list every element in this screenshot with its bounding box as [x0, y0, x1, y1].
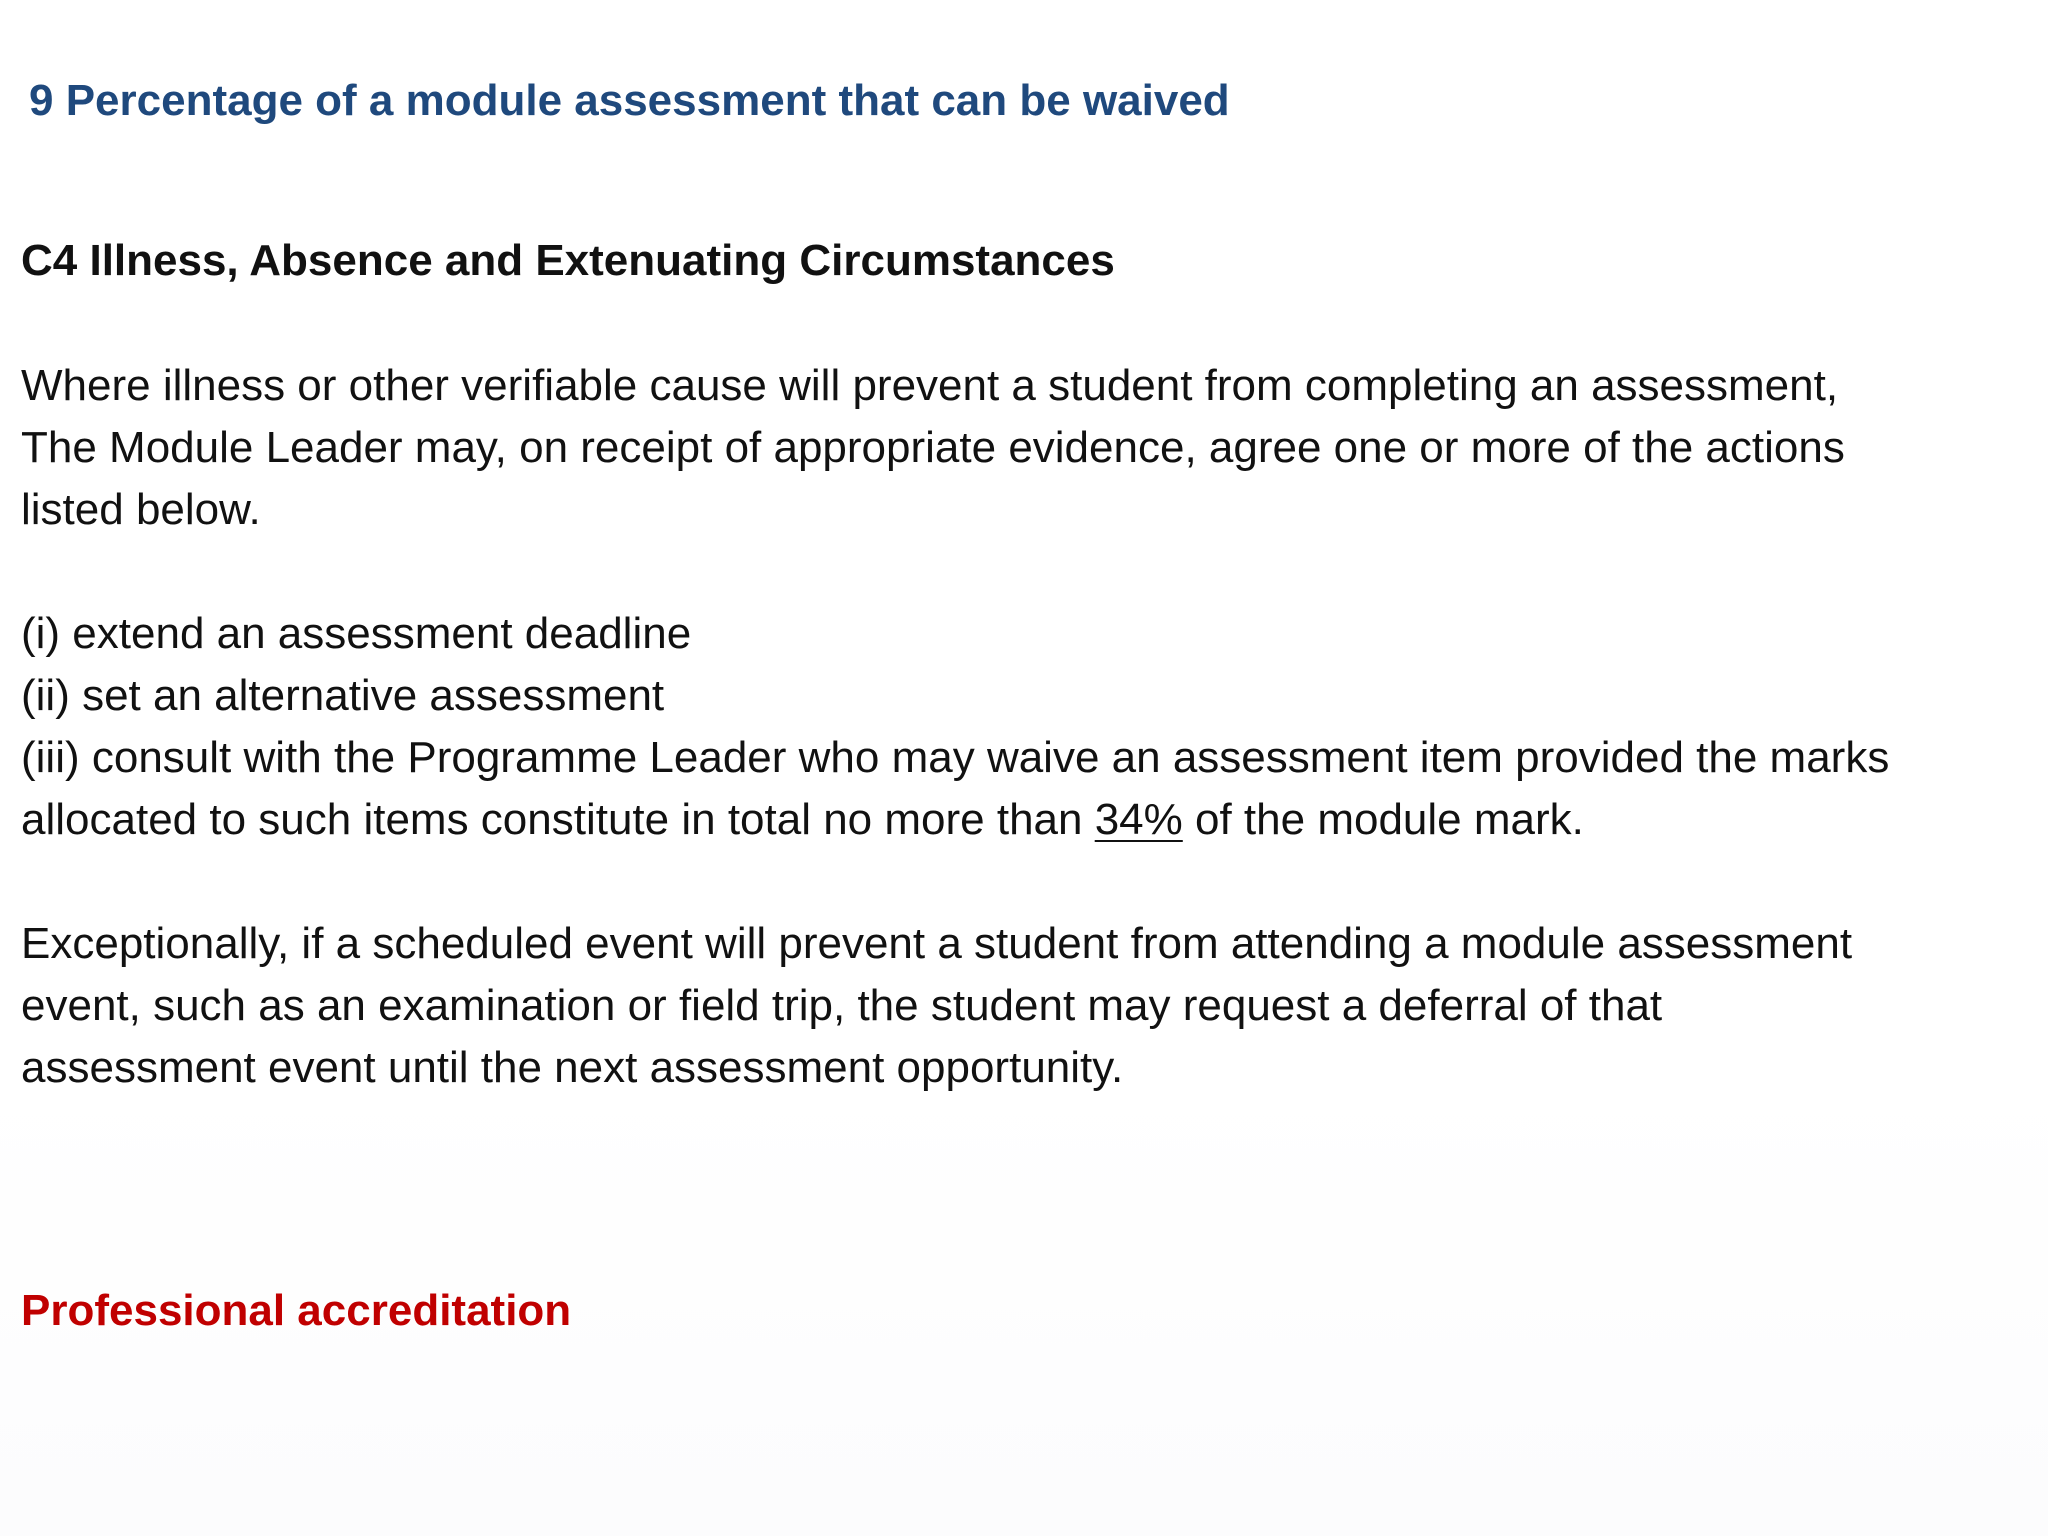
slide-title: 9 Percentage of a module assessment that can be waived — [29, 76, 1230, 125]
paragraph-line: The Module Leader may, on receipt of appropriate evidence, agree one or more of the actions — [21, 423, 1845, 472]
actions-list — [21, 603, 1889, 851]
section-heading: C4 Illness, Absence and Extenuating Circumstances — [21, 236, 1115, 285]
paragraph-line: Where illness or other verifiable cause will prevent a student from completing an assessment, — [21, 361, 1839, 410]
list-item-extend-deadline: (i) extend an assessment deadline — [21, 609, 692, 658]
paragraph-illness — [21, 355, 1845, 541]
list-item-consult-programme-leader — [21, 727, 1889, 851]
list-item-text: allocated to such items constitute in total no more than — [21, 795, 1095, 844]
list-item-alternative-assessment: (ii) set an alternative assessment — [21, 671, 665, 720]
list-item-line — [21, 789, 1889, 851]
professional-accreditation-heading: Professional accreditation — [21, 1286, 572, 1335]
list-item-text: of the module mark. — [1182, 795, 1584, 844]
paragraph-line: listed below. — [21, 485, 261, 534]
paragraph-deferral — [21, 913, 1852, 1099]
waiver-percentage: 34% — [1094, 795, 1183, 844]
paragraph-line: event, such as an examination or field trip, the student may request a deferral of that — [21, 981, 1663, 1030]
list-item-line: (iii) consult with the Programme Leader who may waive an assessment item provided the marks — [21, 733, 1890, 782]
paragraph-line: assessment event until the next assessment opportunity. — [21, 1043, 1124, 1092]
paragraph-line: Exceptionally, if a scheduled event will prevent a student from attending a module assessment — [21, 919, 1853, 968]
